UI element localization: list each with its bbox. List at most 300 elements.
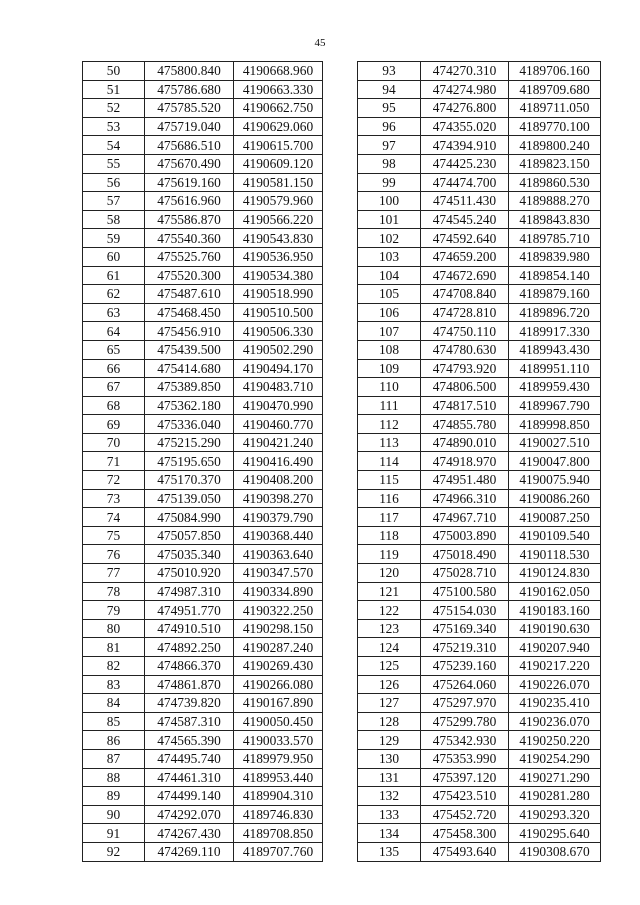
point-number-cell: 105 — [358, 285, 421, 304]
point-number-cell: 58 — [83, 210, 145, 229]
x-coordinate-cell: 475487.610 — [145, 285, 234, 304]
x-coordinate-cell: 474817.510 — [421, 396, 509, 415]
point-number-cell: 69 — [83, 415, 145, 434]
point-number-cell: 61 — [83, 266, 145, 285]
point-number-cell: 82 — [83, 657, 145, 676]
point-number-cell: 95 — [358, 99, 421, 118]
y-coordinate-cell: 4189888.270 — [509, 192, 601, 211]
table-row — [358, 731, 601, 750]
table-row — [358, 62, 601, 81]
table-row — [83, 582, 323, 601]
y-coordinate-cell: 4190118.530 — [509, 545, 601, 564]
table-row — [358, 471, 601, 490]
point-number-cell: 111 — [358, 396, 421, 415]
x-coordinate-cell: 475028.710 — [421, 564, 509, 583]
x-coordinate-cell: 474806.500 — [421, 378, 509, 397]
x-coordinate-cell: 474951.480 — [421, 471, 509, 490]
point-number-cell: 80 — [83, 619, 145, 638]
y-coordinate-cell: 4190379.790 — [234, 508, 323, 527]
x-coordinate-cell: 475468.450 — [145, 303, 234, 322]
point-number-cell: 87 — [83, 749, 145, 768]
x-coordinate-cell: 475154.030 — [421, 601, 509, 620]
table-row — [83, 508, 323, 527]
x-coordinate-cell: 475786.680 — [145, 80, 234, 99]
x-coordinate-cell: 475169.340 — [421, 619, 509, 638]
y-coordinate-cell: 4190470.990 — [234, 396, 323, 415]
x-coordinate-cell: 475456.910 — [145, 322, 234, 341]
table-row — [83, 266, 323, 285]
point-number-cell: 131 — [358, 768, 421, 787]
y-coordinate-cell: 4189843.830 — [509, 210, 601, 229]
y-coordinate-cell: 4189854.140 — [509, 266, 601, 285]
point-number-cell: 133 — [358, 805, 421, 824]
point-number-cell: 107 — [358, 322, 421, 341]
x-coordinate-cell: 475800.840 — [145, 62, 234, 81]
y-coordinate-cell: 4190047.800 — [509, 452, 601, 471]
point-number-cell: 62 — [83, 285, 145, 304]
y-coordinate-cell: 4189979.950 — [234, 749, 323, 768]
point-number-cell: 128 — [358, 712, 421, 731]
y-coordinate-cell: 4189896.720 — [509, 303, 601, 322]
table-row — [358, 229, 601, 248]
x-coordinate-cell: 474910.510 — [145, 619, 234, 638]
y-coordinate-cell: 4189708.850 — [234, 824, 323, 843]
point-number-cell: 68 — [83, 396, 145, 415]
point-number-cell: 120 — [358, 564, 421, 583]
point-number-cell: 59 — [83, 229, 145, 248]
x-coordinate-cell: 475299.780 — [421, 712, 509, 731]
table-row — [358, 526, 601, 545]
table-row — [83, 210, 323, 229]
y-coordinate-cell: 4190579.960 — [234, 192, 323, 211]
y-coordinate-cell: 4190536.950 — [234, 247, 323, 266]
y-coordinate-cell: 4190250.220 — [509, 731, 601, 750]
point-number-cell: 123 — [358, 619, 421, 638]
y-coordinate-cell: 4189785.710 — [509, 229, 601, 248]
y-coordinate-cell: 4190581.150 — [234, 173, 323, 192]
table-row — [83, 415, 323, 434]
x-coordinate-cell: 475616.960 — [145, 192, 234, 211]
y-coordinate-cell: 4190566.220 — [234, 210, 323, 229]
table-row — [358, 192, 601, 211]
y-coordinate-cell: 4190269.430 — [234, 657, 323, 676]
y-coordinate-cell: 4190124.830 — [509, 564, 601, 583]
table-row — [83, 80, 323, 99]
x-coordinate-cell: 475018.490 — [421, 545, 509, 564]
point-number-cell: 112 — [358, 415, 421, 434]
x-coordinate-cell: 474890.010 — [421, 433, 509, 452]
x-coordinate-cell: 474708.840 — [421, 285, 509, 304]
table-row — [358, 489, 601, 508]
table-row — [83, 229, 323, 248]
table-row — [83, 545, 323, 564]
table-row — [83, 136, 323, 155]
table-row — [358, 99, 601, 118]
y-coordinate-cell: 4190075.940 — [509, 471, 601, 490]
table-row — [83, 768, 323, 787]
page-number: 45 — [314, 37, 326, 49]
table-row — [358, 322, 601, 341]
table-row — [358, 582, 601, 601]
x-coordinate-cell: 475353.990 — [421, 749, 509, 768]
table-row — [83, 192, 323, 211]
y-coordinate-cell: 4190236.070 — [509, 712, 601, 731]
x-coordinate-cell: 474587.310 — [145, 712, 234, 731]
y-coordinate-cell: 4189917.330 — [509, 322, 601, 341]
y-coordinate-cell: 4190235.410 — [509, 694, 601, 713]
y-coordinate-cell: 4190534.380 — [234, 266, 323, 285]
point-number-cell: 113 — [358, 433, 421, 452]
x-coordinate-cell: 474951.770 — [145, 601, 234, 620]
point-number-cell: 60 — [83, 247, 145, 266]
point-number-cell: 125 — [358, 657, 421, 676]
table-row — [83, 601, 323, 620]
y-coordinate-cell: 4190162.050 — [509, 582, 601, 601]
table-row — [358, 173, 601, 192]
point-number-cell: 118 — [358, 526, 421, 545]
table-row — [358, 694, 601, 713]
x-coordinate-cell: 474866.370 — [145, 657, 234, 676]
table-row — [83, 285, 323, 304]
point-number-cell: 70 — [83, 433, 145, 452]
x-coordinate-cell: 475397.120 — [421, 768, 509, 787]
y-coordinate-cell: 4190271.290 — [509, 768, 601, 787]
x-coordinate-cell: 474425.230 — [421, 154, 509, 173]
x-coordinate-cell: 475493.640 — [421, 842, 509, 861]
x-coordinate-cell: 474750.110 — [421, 322, 509, 341]
table-row — [83, 154, 323, 173]
table-row — [358, 136, 601, 155]
table-row — [358, 545, 601, 564]
point-number-cell: 102 — [358, 229, 421, 248]
x-coordinate-cell: 474292.070 — [145, 805, 234, 824]
point-number-cell: 56 — [83, 173, 145, 192]
x-coordinate-cell: 475010.920 — [145, 564, 234, 583]
y-coordinate-cell: 4190502.290 — [234, 340, 323, 359]
x-coordinate-cell: 475170.370 — [145, 471, 234, 490]
x-coordinate-cell: 475084.990 — [145, 508, 234, 527]
table-row — [83, 173, 323, 192]
table-row — [83, 62, 323, 81]
table-row — [358, 842, 601, 861]
y-coordinate-cell: 4190609.120 — [234, 154, 323, 173]
x-coordinate-cell: 475686.510 — [145, 136, 234, 155]
table-row — [83, 842, 323, 861]
y-coordinate-cell: 4189707.760 — [234, 842, 323, 861]
table-row — [358, 824, 601, 843]
point-number-cell: 108 — [358, 340, 421, 359]
table-row — [83, 749, 323, 768]
y-coordinate-cell: 4190167.890 — [234, 694, 323, 713]
y-coordinate-cell: 4189839.980 — [509, 247, 601, 266]
y-coordinate-cell: 4190087.250 — [509, 508, 601, 527]
y-coordinate-cell: 4190460.770 — [234, 415, 323, 434]
table-row — [83, 471, 323, 490]
x-coordinate-cell: 475297.970 — [421, 694, 509, 713]
x-coordinate-cell: 475525.760 — [145, 247, 234, 266]
y-coordinate-cell: 4190368.440 — [234, 526, 323, 545]
table-row — [358, 415, 601, 434]
point-number-cell: 65 — [83, 340, 145, 359]
table-row — [83, 433, 323, 452]
x-coordinate-cell: 474861.870 — [145, 675, 234, 694]
table-row — [358, 266, 601, 285]
table-row — [358, 564, 601, 583]
y-coordinate-cell: 4189706.160 — [509, 62, 601, 81]
point-number-cell: 88 — [83, 768, 145, 787]
table-row — [358, 638, 601, 657]
x-coordinate-cell: 475264.060 — [421, 675, 509, 694]
y-coordinate-cell: 4190494.170 — [234, 359, 323, 378]
point-number-cell: 85 — [83, 712, 145, 731]
point-number-cell: 78 — [83, 582, 145, 601]
point-number-cell: 77 — [83, 564, 145, 583]
point-number-cell: 81 — [83, 638, 145, 657]
x-coordinate-cell: 475215.290 — [145, 433, 234, 452]
x-coordinate-cell: 474565.390 — [145, 731, 234, 750]
table-row — [83, 99, 323, 118]
x-coordinate-cell: 475414.680 — [145, 359, 234, 378]
x-coordinate-cell: 475785.520 — [145, 99, 234, 118]
point-number-cell: 121 — [358, 582, 421, 601]
x-coordinate-cell: 474780.630 — [421, 340, 509, 359]
table-row — [358, 154, 601, 173]
x-coordinate-cell: 475389.850 — [145, 378, 234, 397]
x-coordinate-cell: 475100.580 — [421, 582, 509, 601]
x-coordinate-cell: 474793.920 — [421, 359, 509, 378]
point-number-cell: 52 — [83, 99, 145, 118]
x-coordinate-cell: 474592.640 — [421, 229, 509, 248]
y-coordinate-cell: 4190295.640 — [509, 824, 601, 843]
point-number-cell: 130 — [358, 749, 421, 768]
table-row — [358, 378, 601, 397]
x-coordinate-cell: 474728.810 — [421, 303, 509, 322]
y-coordinate-cell: 4190506.330 — [234, 322, 323, 341]
point-number-cell: 57 — [83, 192, 145, 211]
table-row — [358, 433, 601, 452]
x-coordinate-cell: 474918.970 — [421, 452, 509, 471]
y-coordinate-cell: 4189998.850 — [509, 415, 601, 434]
y-coordinate-cell: 4190293.320 — [509, 805, 601, 824]
point-number-cell: 97 — [358, 136, 421, 155]
y-coordinate-cell: 4190217.220 — [509, 657, 601, 676]
x-coordinate-cell: 474474.700 — [421, 173, 509, 192]
x-coordinate-cell: 475423.510 — [421, 787, 509, 806]
x-coordinate-cell: 475362.180 — [145, 396, 234, 415]
point-number-cell: 91 — [83, 824, 145, 843]
table-row — [83, 489, 323, 508]
y-coordinate-cell: 4190254.290 — [509, 749, 601, 768]
table-row — [358, 210, 601, 229]
y-coordinate-cell: 4189951.110 — [509, 359, 601, 378]
y-coordinate-cell: 4190483.710 — [234, 378, 323, 397]
point-number-cell: 76 — [83, 545, 145, 564]
y-coordinate-cell: 4190109.540 — [509, 526, 601, 545]
point-number-cell: 132 — [358, 787, 421, 806]
point-number-cell: 116 — [358, 489, 421, 508]
table-row — [358, 452, 601, 471]
y-coordinate-cell: 4190183.160 — [509, 601, 601, 620]
x-coordinate-cell: 474269.110 — [145, 842, 234, 861]
point-number-cell: 115 — [358, 471, 421, 490]
x-coordinate-cell: 475540.360 — [145, 229, 234, 248]
point-number-cell: 127 — [358, 694, 421, 713]
y-coordinate-cell: 4190033.570 — [234, 731, 323, 750]
table-row — [83, 340, 323, 359]
x-coordinate-cell: 475619.160 — [145, 173, 234, 192]
y-coordinate-cell: 4189943.430 — [509, 340, 601, 359]
x-coordinate-cell: 474355.020 — [421, 117, 509, 136]
point-number-cell: 110 — [358, 378, 421, 397]
table-row — [83, 359, 323, 378]
point-number-cell: 96 — [358, 117, 421, 136]
table-row — [83, 526, 323, 545]
table-row — [358, 601, 601, 620]
point-number-cell: 89 — [83, 787, 145, 806]
table-row — [358, 340, 601, 359]
point-number-cell: 74 — [83, 508, 145, 527]
point-number-cell: 63 — [83, 303, 145, 322]
table-row — [358, 508, 601, 527]
y-coordinate-cell: 4190027.510 — [509, 433, 601, 452]
x-coordinate-cell: 474987.310 — [145, 582, 234, 601]
point-number-cell: 50 — [83, 62, 145, 81]
x-coordinate-cell: 474461.310 — [145, 768, 234, 787]
y-coordinate-cell: 4189904.310 — [234, 787, 323, 806]
point-number-cell: 119 — [358, 545, 421, 564]
table-row — [83, 378, 323, 397]
point-number-cell: 100 — [358, 192, 421, 211]
y-coordinate-cell: 4190334.890 — [234, 582, 323, 601]
table-row — [83, 619, 323, 638]
x-coordinate-cell: 475195.650 — [145, 452, 234, 471]
x-coordinate-cell: 474892.250 — [145, 638, 234, 657]
x-coordinate-cell: 474739.820 — [145, 694, 234, 713]
table-row — [358, 117, 601, 136]
y-coordinate-cell: 4190543.830 — [234, 229, 323, 248]
x-coordinate-cell: 475670.490 — [145, 154, 234, 173]
x-coordinate-cell: 474270.310 — [421, 62, 509, 81]
x-coordinate-cell: 475035.340 — [145, 545, 234, 564]
point-number-cell: 64 — [83, 322, 145, 341]
coordinates-table-right — [357, 61, 601, 862]
point-number-cell: 103 — [358, 247, 421, 266]
y-coordinate-cell: 4190662.750 — [234, 99, 323, 118]
x-coordinate-cell: 474966.310 — [421, 489, 509, 508]
table-row — [358, 303, 601, 322]
point-number-cell: 84 — [83, 694, 145, 713]
point-number-cell: 51 — [83, 80, 145, 99]
x-coordinate-cell: 475139.050 — [145, 489, 234, 508]
point-number-cell: 93 — [358, 62, 421, 81]
y-coordinate-cell: 4190322.250 — [234, 601, 323, 620]
y-coordinate-cell: 4189800.240 — [509, 136, 601, 155]
point-number-cell: 55 — [83, 154, 145, 173]
x-coordinate-cell: 474672.690 — [421, 266, 509, 285]
table-row — [358, 359, 601, 378]
y-coordinate-cell: 4189746.830 — [234, 805, 323, 824]
table-row — [83, 731, 323, 750]
y-coordinate-cell: 4190615.700 — [234, 136, 323, 155]
point-number-cell: 114 — [358, 452, 421, 471]
y-coordinate-cell: 4190363.640 — [234, 545, 323, 564]
table-row — [83, 303, 323, 322]
x-coordinate-cell: 474855.780 — [421, 415, 509, 434]
y-coordinate-cell: 4190518.990 — [234, 285, 323, 304]
x-coordinate-cell: 474267.430 — [145, 824, 234, 843]
table-row — [358, 80, 601, 99]
point-number-cell: 99 — [358, 173, 421, 192]
table-row — [83, 657, 323, 676]
point-number-cell: 126 — [358, 675, 421, 694]
y-coordinate-cell: 4190347.570 — [234, 564, 323, 583]
x-coordinate-cell: 475520.300 — [145, 266, 234, 285]
table-row — [358, 675, 601, 694]
y-coordinate-cell: 4190050.450 — [234, 712, 323, 731]
point-number-cell: 98 — [358, 154, 421, 173]
x-coordinate-cell: 474276.800 — [421, 99, 509, 118]
point-number-cell: 75 — [83, 526, 145, 545]
point-number-cell: 71 — [83, 452, 145, 471]
y-coordinate-cell: 4190207.940 — [509, 638, 601, 657]
x-coordinate-cell: 475719.040 — [145, 117, 234, 136]
y-coordinate-cell: 4189860.530 — [509, 173, 601, 192]
x-coordinate-cell: 474499.140 — [145, 787, 234, 806]
x-coordinate-cell: 475219.310 — [421, 638, 509, 657]
table-row — [358, 787, 601, 806]
coordinates-table-left — [82, 61, 323, 862]
y-coordinate-cell: 4190408.200 — [234, 471, 323, 490]
point-number-cell: 129 — [358, 731, 421, 750]
table-row — [358, 285, 601, 304]
table-row — [83, 396, 323, 415]
x-coordinate-cell: 475458.300 — [421, 824, 509, 843]
y-coordinate-cell: 4189959.430 — [509, 378, 601, 397]
x-coordinate-cell: 474545.240 — [421, 210, 509, 229]
y-coordinate-cell: 4189770.100 — [509, 117, 601, 136]
y-coordinate-cell: 4189879.160 — [509, 285, 601, 304]
table-row — [83, 824, 323, 843]
point-number-cell: 94 — [358, 80, 421, 99]
table-row — [83, 787, 323, 806]
point-number-cell: 67 — [83, 378, 145, 397]
table-row — [83, 117, 323, 136]
y-coordinate-cell: 4189967.790 — [509, 396, 601, 415]
x-coordinate-cell: 475439.500 — [145, 340, 234, 359]
point-number-cell: 83 — [83, 675, 145, 694]
point-number-cell: 90 — [83, 805, 145, 824]
y-coordinate-cell: 4190298.150 — [234, 619, 323, 638]
x-coordinate-cell: 474511.430 — [421, 192, 509, 211]
y-coordinate-cell: 4190398.270 — [234, 489, 323, 508]
table-row — [358, 247, 601, 266]
table-row — [358, 749, 601, 768]
table-row — [83, 694, 323, 713]
point-number-cell: 101 — [358, 210, 421, 229]
x-coordinate-cell: 475586.870 — [145, 210, 234, 229]
y-coordinate-cell: 4190287.240 — [234, 638, 323, 657]
point-number-cell: 86 — [83, 731, 145, 750]
y-coordinate-cell: 4190510.500 — [234, 303, 323, 322]
y-coordinate-cell: 4189709.680 — [509, 80, 601, 99]
table-row — [83, 247, 323, 266]
y-coordinate-cell: 4190226.070 — [509, 675, 601, 694]
y-coordinate-cell: 4190281.280 — [509, 787, 601, 806]
point-number-cell: 117 — [358, 508, 421, 527]
x-coordinate-cell: 475239.160 — [421, 657, 509, 676]
x-coordinate-cell: 474274.980 — [421, 80, 509, 99]
point-number-cell: 92 — [83, 842, 145, 861]
